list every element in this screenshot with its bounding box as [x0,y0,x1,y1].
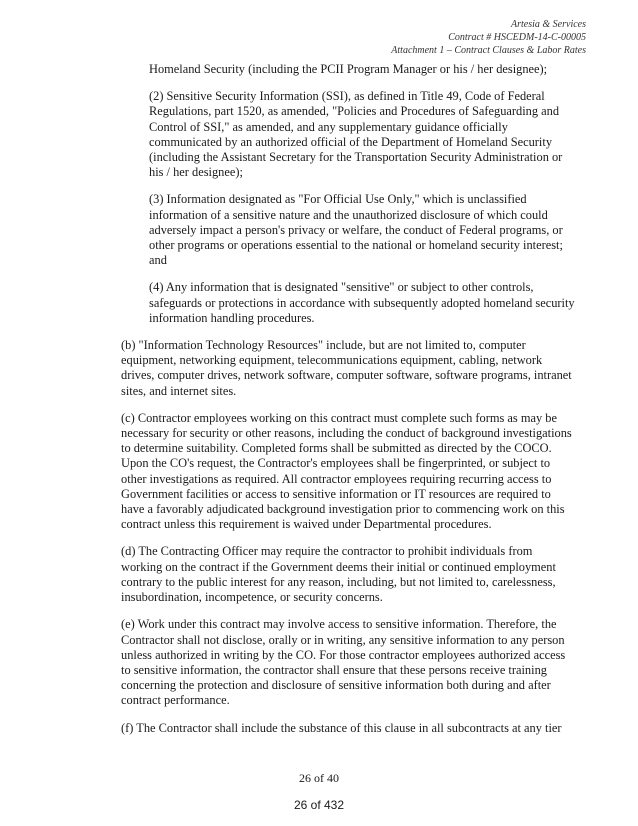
paragraph-c-security-forms: (c) Contractor employees working on this contract must complete such forms as may be necessary for security or other reasons, including the conduct of background investigations to determine suitability. Completed forms shall be submitted as directed by the COCO. Upon the CO's request, the Contractor's employees shall be fingerprinted, or subject to other investigations as required. All contractor employees requiring recurring access to Government facilities or access to sensitive information or IT resources are required to have a favorably adjudicated background investigation prior to commencing work on this contract unless this requirement is waived under Departmental procedures. [121,410,572,532]
paragraph-b-it-resources: (b) "Information Technology Resources" include, but are not limited to, computer equipment, networking equipment, telecommunications equipment, cabling, network drives, computer drives, network software, computer software, software programs, intranet sites, and internet sites. [121,338,572,398]
paragraph-dhs-continuation: Homeland Security (including the PCII Program Manager or his / her designee); [149,62,548,76]
page-number: 26 of 40 [299,771,339,785]
paragraph-fouo: (3) Information designated as "For Official Use Only," which is unclassified information of a sensitive nature and the unauthorized disclosure of which could adversely impact a person's privacy or welfare, the conduct of Federal programs, or other programs or operations essential to the national or homeland security interest; and [149,192,563,268]
document-body [121,62,576,748]
header-contract-number: Contract # HSCEDM-14-C-00005 [448,32,586,43]
page-header [391,18,586,57]
pdf-page-counter: 26 of 432 [293,798,345,812]
paragraph-d-prohibit-individuals: (d) The Contracting Officer may require the contractor to prohibit individuals from working on the contract if the Government deems their initial or continued employment contrary to the public interest for any reason, including, but not limited to, carelessness, insubordination, incompetence, or security concerns. [121,544,556,605]
paragraph-e-sensitive-information: (e) Work under this contract may involve access to sensitive information. Therefore, the Contractor shall not disclose, orally or in writing, any sensitive information to any person unless authorized in writing by the CO. For those contractor employees authorized access to sensitive information, the contractor shall ensure that these persons receive training concerning the protection and disclosure of sensitive information both during and after contract performance. [121,617,566,708]
paragraph-ssi: (2) Sensitive Security Information (SSI), as defined in Title 49, Code of Federal Regulations, part 1520, as amended, "Policies and Procedures of Safeguarding and Control of SSI," as amended, and any supplementary guidance officially communicated by an authorized official of the Department of Homeland Security (including the Assistant Secretary for the Transportation Security Administration or his / her designee); [149,89,563,180]
header-company: Artesia & Services [511,19,586,30]
paragraph-f-subcontracts: (f) The Contractor shall include the substance of this clause in all subcontracts at any tier [121,720,562,735]
paragraph-sensitive-designation: (4) Any information that is designated "sensitive" or subject to other controls, safeguards or protections in accordance with subsequently adopted homeland security information handling procedures. [149,280,575,325]
header-attachment: Attachment 1 – Contract Clauses & Labor Rates [391,45,586,56]
